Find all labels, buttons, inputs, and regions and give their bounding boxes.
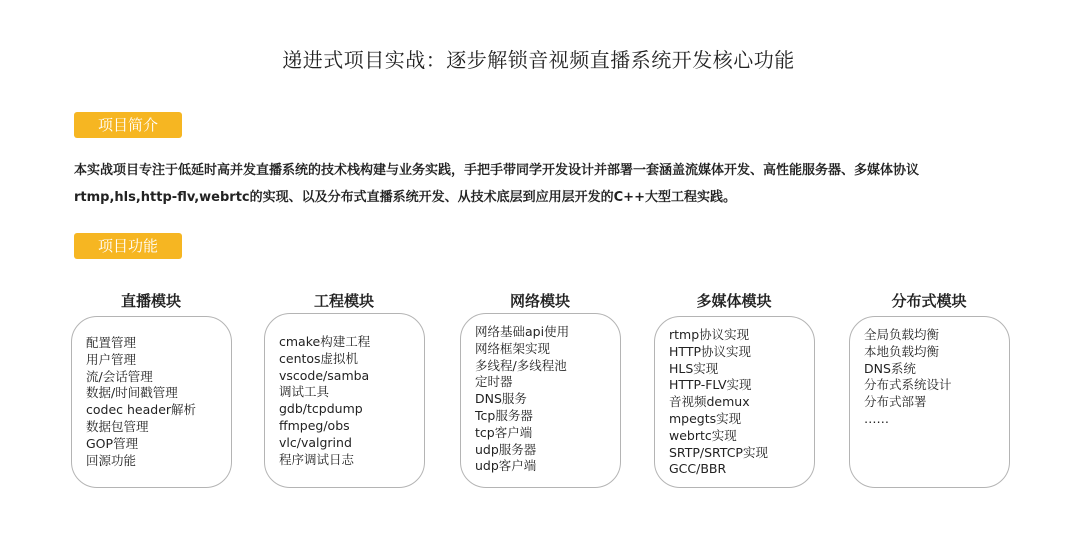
list-item: GCC/BBR: [669, 461, 727, 477]
module-box-network: [460, 313, 621, 488]
list-item: 本地负载均衡: [864, 343, 940, 359]
module-box-multimedia: [654, 316, 815, 488]
list-item: 全局负载均衡: [864, 327, 940, 342]
list-item: HTTP协议实现: [669, 343, 751, 359]
list-item: GOP管理: [86, 435, 139, 451]
list-item: 调试工具: [279, 384, 330, 400]
module-title-multimedia: 多媒体模块: [696, 292, 772, 310]
module-title-network: 网络模块: [509, 292, 570, 310]
module-list-distributed: [864, 327, 1009, 428]
list-item: DNS服务: [475, 391, 527, 407]
list-item: SRTP/SRTCP实现: [669, 444, 768, 460]
module-box-distributed: [849, 316, 1010, 488]
module-list-network: [475, 324, 620, 475]
intro-description: [74, 157, 1034, 211]
list-item: 用户管理: [86, 351, 137, 367]
intro-line-1: 本实战项目专注于低延时高并发直播系统的技术栈构建与业务实践，手把手带同学开发设计并部署一套涵盖流媒体开发、高性能服务器、多媒体协议: [74, 163, 920, 178]
list-item: centos虚拟机: [279, 350, 359, 366]
list-item: gdb/tcpdump: [279, 401, 363, 417]
list-item: 网络框架实现: [475, 340, 551, 356]
list-item: 多线程/多线程池: [475, 357, 567, 373]
list-item: 分布式部署: [864, 394, 927, 410]
list-item: udp客户端: [475, 458, 537, 474]
list-item: webrtc实现: [669, 427, 737, 443]
list-item: DNS系统: [864, 360, 916, 376]
section-tag-intro: 项目简介: [74, 112, 182, 138]
list-item: vscode/samba: [279, 367, 370, 383]
list-item: tcp客户端: [475, 424, 533, 440]
section-tag-features: 项目功能: [74, 233, 182, 259]
list-item: 配置管理: [86, 335, 137, 350]
list-item: HLS实现: [669, 360, 719, 376]
module-title-live: 直播模块: [120, 292, 181, 310]
list-item: rtmp协议实现: [669, 327, 750, 342]
module-title-engineering: 工程模块: [313, 292, 374, 310]
module-list-engineering: [279, 334, 424, 468]
list-item: cmake构建工程: [279, 334, 371, 349]
list-item: 程序调试日志: [279, 451, 355, 467]
list-item: HTTP-FLV实现: [669, 377, 752, 393]
list-item: 定时器: [475, 374, 513, 390]
module-list-multimedia: [669, 327, 814, 478]
page-title: 递进式项目实战：逐步解锁音视频直播系统开发核心功能: [282, 48, 795, 72]
list-item: Tcp服务器: [475, 407, 533, 423]
list-item: udp服务器: [475, 441, 537, 457]
list-item: 音视频demux: [669, 394, 750, 410]
list-item: 数据/时间戳管理: [86, 385, 178, 401]
list-item: 分布式系统设计: [864, 377, 952, 393]
list-item: mpegts实现: [669, 410, 742, 426]
list-item: 数据包管理: [86, 418, 149, 434]
module-list-live: [86, 335, 231, 469]
module-box-live: [71, 316, 232, 488]
intro-line-2: rtmp,hls,http-flv,webrtc的实现、以及分布式直播系统开发、从技术底层到应用层开发的C++大型工程实践。: [74, 190, 736, 205]
list-item: vlc/valgrind: [279, 434, 352, 450]
list-item: codec header解析: [86, 402, 197, 418]
list-item: 回源功能: [86, 452, 137, 468]
list-item: ……: [864, 410, 889, 426]
list-item: 流/会话管理: [86, 368, 153, 384]
list-item: 网络基础api使用: [475, 324, 570, 339]
module-box-engineering: [264, 313, 425, 488]
list-item: ffmpeg/obs: [279, 417, 350, 433]
module-title-distributed: 分布式模块: [891, 292, 967, 310]
